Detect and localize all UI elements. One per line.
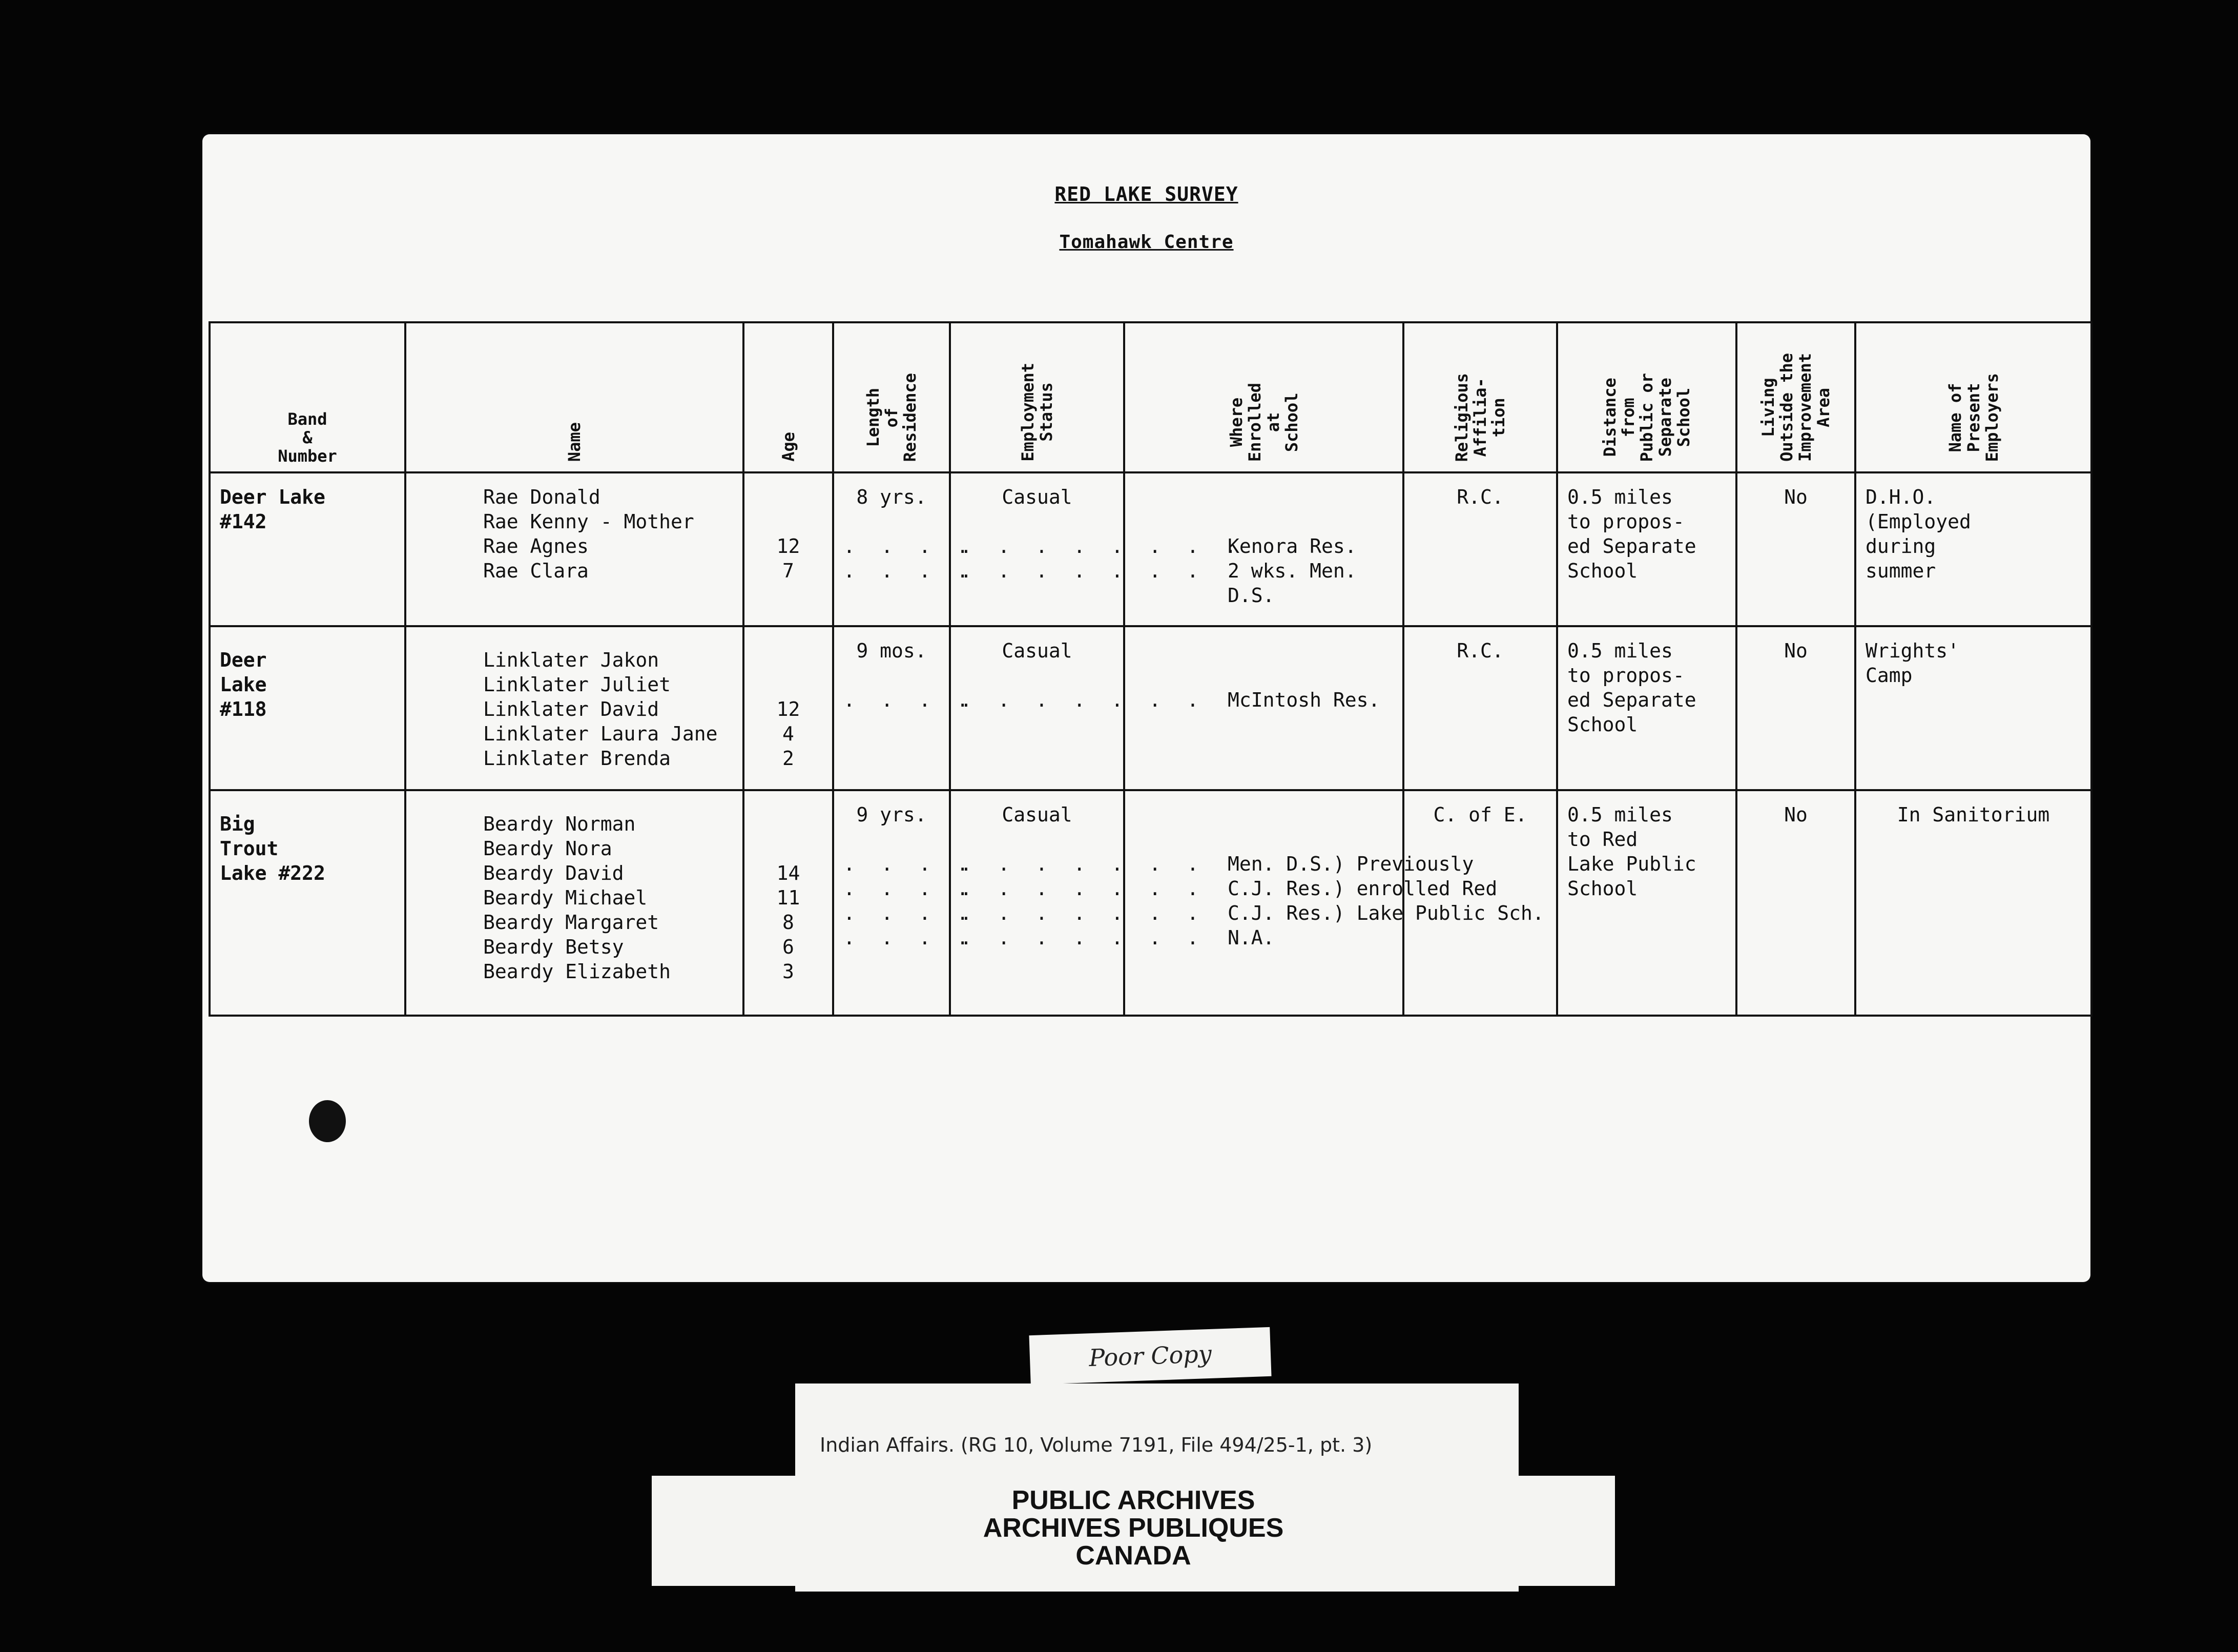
age-value: 8 <box>782 911 794 934</box>
ditto-marks: . . . . . . . . . . . . . . . . <box>843 853 976 949</box>
stamp-line: ARCHIVES PUBLIQUES <box>983 1513 1284 1543</box>
living-cell: No <box>1736 790 1855 1016</box>
header-age: Age <box>743 322 833 472</box>
enrolled-value: Kenora Res. 2 wks. Men. D.S. <box>1228 535 1357 607</box>
table-row <box>210 790 2091 1016</box>
age-value: 12 <box>776 698 800 720</box>
age-value: 2 <box>782 747 794 770</box>
employment-cell <box>950 626 1206 790</box>
residence-cell <box>833 626 976 790</box>
employment-cell <box>950 472 1244 626</box>
employment-value: Casual <box>1002 486 1072 508</box>
stamp-line: PUBLIC ARCHIVES <box>1011 1485 1255 1515</box>
employers-cell: Wrights' Camp <box>1855 626 2091 790</box>
employers-cell: D.H.O. (Employed during summer <box>1855 472 2091 626</box>
list-item: Rae Donald <box>483 486 600 508</box>
age-value: 7 <box>782 560 794 582</box>
stamp-strip <box>795 1578 1519 1592</box>
age-value: 12 <box>776 535 800 557</box>
living-cell: No <box>1736 472 1855 626</box>
citation-label <box>795 1383 1519 1486</box>
age-value: 4 <box>782 722 794 745</box>
ditto-marks: . . . . . . . <box>960 689 1206 711</box>
distance-cell: 0.5 miles to propos- ed Separate School <box>1557 472 1736 626</box>
survey-table <box>209 321 2092 1017</box>
residence-cell <box>833 790 976 1016</box>
band-cell: Big Trout Lake #222 <box>210 790 405 1016</box>
header-employers: Name of Present Employers <box>1855 322 2091 472</box>
list-item: Beardy Margaret <box>483 911 659 934</box>
band-cell: Deer Lake #142 <box>210 472 405 626</box>
citation-text: Indian Affairs. (RG 10, Volume 7191, File 494/25-1, pt. 3) <box>820 1434 1373 1456</box>
list-item: Linklater Laura Jane <box>483 722 718 745</box>
religion-cell: R.C. <box>1403 472 1557 626</box>
list-item: Beardy Elizabeth <box>483 960 671 983</box>
ages-cell <box>743 790 833 1016</box>
header-religion: Religious Affilia- tion <box>1403 322 1557 472</box>
employment-value: Casual <box>1002 639 1072 662</box>
list-item: Beardy David <box>483 862 624 884</box>
employment-value: Casual <box>1002 803 1072 826</box>
list-item: Beardy Betsy <box>483 936 624 958</box>
survey-page <box>202 134 2090 1282</box>
list-item: Beardy Nora <box>483 837 612 860</box>
age-value: 6 <box>782 936 794 958</box>
header-distance: Distance from Public or Separate School <box>1557 322 1736 472</box>
list-item: Linklater Juliet <box>483 673 671 696</box>
punch-hole <box>309 1100 346 1142</box>
header-residence: Length of Residence <box>833 322 950 472</box>
header-band: Band & Number <box>210 322 405 472</box>
residence-value: 8 yrs. <box>856 486 927 508</box>
list-item: Rae Agnes <box>483 535 589 557</box>
names-cell <box>405 790 743 1016</box>
list-item: Rae Kenny - Mother <box>483 510 694 533</box>
list-item: Beardy Norman <box>483 813 636 835</box>
ditto-marks: . . . . . . . . . . . . . . . . . . . . . . . . . . . . <box>960 853 1206 949</box>
religion-cell: R.C. <box>1403 626 1557 790</box>
list-item: Beardy Michael <box>483 886 648 909</box>
ditto-marks: . . . . <box>843 689 976 711</box>
list-item: Linklater Jakon <box>483 649 659 671</box>
employers-cell: In Sanitorium <box>1855 790 2091 1016</box>
age-value: 14 <box>776 862 800 884</box>
list-item: Linklater Brenda <box>483 747 671 770</box>
ditto-marks: . . . . . . . . <box>843 535 976 582</box>
table-row <box>210 472 2091 626</box>
living-cell: No <box>1736 626 1855 790</box>
archives-stamp <box>652 1476 1615 1586</box>
residence-value: 9 mos. <box>856 639 927 662</box>
header-employment: Employment Status <box>950 322 1124 472</box>
age-value: 11 <box>776 886 800 909</box>
handwritten-note: Poor Copy <box>1029 1327 1271 1385</box>
distance-cell: 0.5 miles to propos- ed Separate School <box>1557 626 1736 790</box>
ditto-marks: . . . . . . . . . . . . . . . <box>960 535 1244 582</box>
employment-cell <box>950 790 1206 1016</box>
band-cell: Deer Lake #118 <box>210 626 405 790</box>
ages-cell <box>743 472 833 626</box>
age-value: 3 <box>782 960 794 983</box>
header-enrolled: Where Enrolled at School <box>1124 322 1403 472</box>
header-name: Name <box>405 322 743 472</box>
header-row <box>210 322 2091 472</box>
document-subtitle: Tomahawk Centre <box>1059 232 1234 253</box>
residence-cell <box>833 472 976 626</box>
names-cell <box>405 472 743 626</box>
distance-cell: 0.5 miles to Red Lake Public School <box>1557 790 1736 1016</box>
enrolled-value: Men. D.S.) Previously C.J. Res.) enrolled Red C.J. Res.) Lake Public Sch. N.A. <box>1228 853 1544 949</box>
list-item: Rae Clara <box>483 560 589 582</box>
document-title: RED LAKE SURVEY <box>1054 183 1238 205</box>
residence-value: 9 yrs. <box>856 803 927 826</box>
stamp-line: CANADA <box>1075 1541 1191 1571</box>
enrolled-value: McIntosh Res. <box>1228 689 1380 711</box>
ages-cell <box>743 626 833 790</box>
header-living: Living Outside the Improvement Area <box>1736 322 1855 472</box>
list-item: Linklater David <box>483 698 659 720</box>
religion-cell: C. of E. <box>1403 790 1557 1016</box>
names-cell <box>405 626 743 790</box>
table-row <box>210 626 2091 790</box>
